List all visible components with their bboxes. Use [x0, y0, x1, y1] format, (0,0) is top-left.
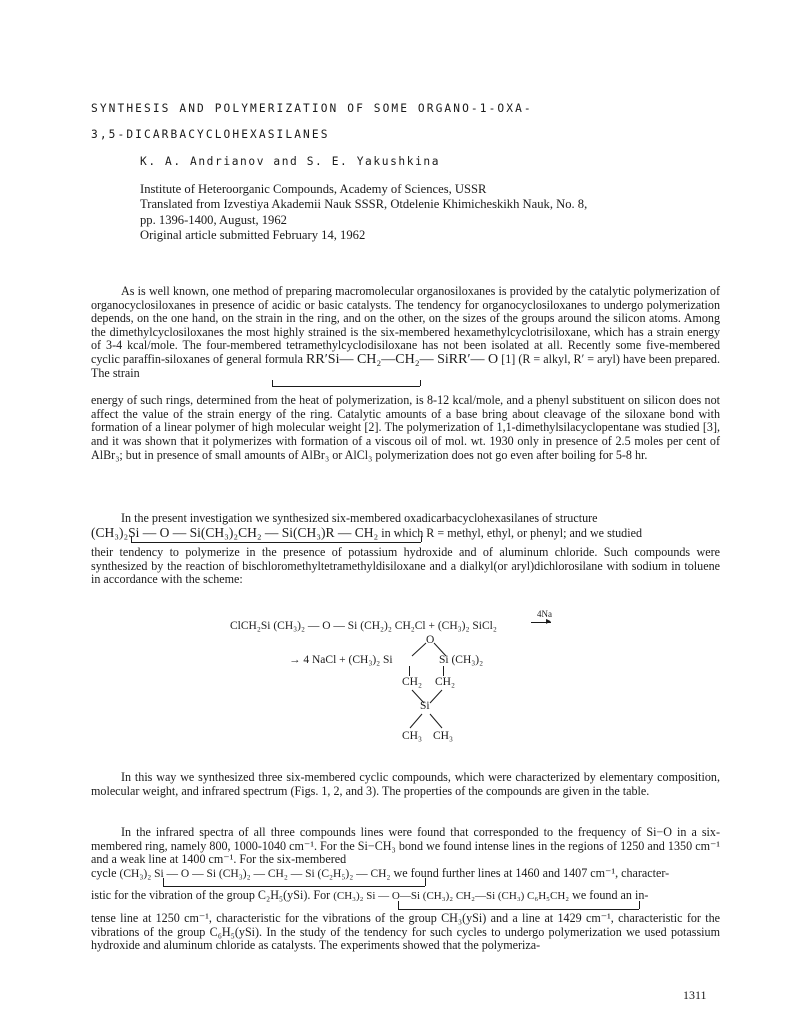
affiliation-pages: pp. 1396-1400, August, 1962: [140, 212, 287, 227]
p1-text-b: energy of such rings, determined from the heat of polymerization, is 8-12 kcal/mole, and a phenyl substituent on silicon does not affect the value of the strain energy of the ring. Catalytic amounts of a base bring about cleavage of the siloxane bond with formation of a linear polymer of high molecular weight [2]. The polymerization of 1,1-dimethylsilacyclopentane was studied [3], and it was shown that it polymerizes with formation of a viscous oil of mol. wt. 1930 only in presence of 2.5 moles per cent of AlBr₃; but in presence of small amounts of AlBr₃ or AlCl₃ polymerization does not go even after boiling for 5-8 hr.: [91, 393, 720, 462]
page-number: 1311: [683, 988, 707, 1002]
scheme-products: → 4 NaCl + (CH₃)₂ Si: [289, 654, 393, 666]
p2-text-a2: in which R = methyl, ethyl, or phenyl; and we studied: [381, 525, 642, 540]
scheme-arrow-head: ▸: [546, 616, 552, 627]
p1-formula-text: RR′Si— CH₂—CH₂— SiRR′— O: [306, 351, 499, 367]
scheme-si-center: Si: [420, 700, 430, 712]
title-line-2: 3,5-DICARBACYCLOHEXASILANES: [91, 128, 330, 141]
scheme-si-right: Si (CH₃)₂: [439, 654, 484, 666]
p4-c-pre: istic for the vibration of the group C₂H₅(ySi). For: [91, 888, 331, 903]
authors: K. A. Andrianov and S. E. Yakushkina: [140, 155, 441, 168]
affiliation: [140, 182, 740, 244]
affiliation-submitted: Original article submitted February 14, 1962: [140, 228, 366, 243]
scheme-bond-left: [409, 666, 410, 676]
scheme-reagent: 4Na: [537, 609, 552, 619]
paragraph-2: [91, 512, 720, 587]
paragraph-3: [91, 771, 720, 798]
p2-ring-bracket: [91, 540, 720, 546]
p1-text-a2: [1] (R = alkyl, R′ = aryl) have been prepared. The strain: [91, 351, 720, 380]
paragraph-1: [91, 285, 720, 462]
p2-text-a: In the present investigation we synthesized six-membered oxadicarbacyclohexasilanes of structure: [121, 511, 598, 525]
p4-text-a: In the infrared spectra of all three compounds lines were found that corresponded to the frequency of Si−O in a six-membered ring, namely 800, 1000-1040 cm⁻¹. For the Si−CH₃ bond we found intense lines in the regions of 1250 and 1350 cm⁻¹ and a weak line at 1400 cm⁻¹. For the six-membered: [91, 825, 720, 867]
title-line-1: SYNTHESIS AND POLYMERIZATION OF SOME ORGANO-1-OXA-: [91, 102, 533, 115]
p3-text: In this way we synthesized three six-membered cyclic compounds, which were characterized by elementary composition, molecular weight, and infrared spectrum (Figs. 1, 2, and 3). The properties of the compounds are given in the table.: [91, 770, 720, 798]
affiliation-translated: Translated from Izvestiya Akademii Nauk SSSR, Otdelenie Khimicheskikh Nauk, No. 8,: [140, 197, 588, 212]
scheme-ch3-left: CH₃: [402, 730, 422, 742]
scheme-ch3-right: CH₃: [433, 730, 453, 742]
p4-cycle-post: we found further lines at 1460 and 1407 cm⁻¹, character-: [393, 865, 670, 880]
p4-text-d: tense line at 1250 cm⁻¹, characteristic for the vibrations of the group CH₃(ySi) and a line at 1429 cm⁻¹, characteristic for the vibrations of the group C₆H₅(ySi). In the study of the tendency for such cycles to undergo polymerization we used potassium hydroxide and aluminum chloride as catalysts. The experiments showed that the polymeriza-: [91, 910, 720, 953]
p4-ring-bracket-2: [91, 904, 720, 912]
reaction-scheme: [0, 600, 807, 765]
scheme-bonds-bottom: [400, 712, 450, 732]
p4-c-post: we found an in-: [572, 888, 649, 903]
paragraph-4: [91, 826, 720, 953]
scheme-oxygen: O: [426, 634, 435, 646]
p2-text-b: their tendency to polymerize in the presence of potassium hydroxide and of aluminum chloride. Such compounds were synthesized by the reaction of bischloromethyltetramethyldisiloxane and a dialkyl(or aryl)dichlorosilane with sodium in toluene in accordance with the scheme:: [91, 545, 720, 587]
p1-formula: [306, 352, 498, 367]
p1-text-a: As is well known, one method of preparing macromolecular organosiloxanes is provided by the catalytic polymerization of organocyclosiloxanes in presence of acidic or basic catalysts. The tendency for organocyclosiloxanes to undergo polymerization depends, on the one hand, on the strain in the ring, and on the other, on the sizes of the groups around the silicon atoms. Among the dimethylcyclosiloxanes the most highly strained is the six-membered hexamethylcyclotrisiloxane, which has a strain energy of 3-4 kcal/mole. The four-membered tetramethylcyclodisiloxane has not been isolated at all. Recently some five-membered cyclic paraffin-siloxanes of general formula: [91, 284, 720, 366]
affiliation-institute: Institute of Heteroorganic Compounds, Academy of Sciences, USSR: [140, 182, 487, 196]
p4-formula-1: (CH₃)₂ Si — O — Si (CH₃)₂ — CH₂ — Si (C₂H₅)₂ — CH₂: [119, 867, 391, 880]
p4-cycle-pre: cycle: [91, 865, 117, 880]
p4-ring-bracket-1: [91, 881, 720, 889]
p4-formula-2: (CH₃)₂ Si — O—Si (CH₃)₂ CH₂—Si (CH₃) C₆H₅CH₂: [333, 890, 570, 903]
p1-ring-bracket: [91, 380, 720, 394]
scheme-bond-right: [443, 666, 444, 676]
p2-formula: (CH₃)₂Si — O — Si(CH₃)₂CH₂ — Si(CH₃)R — CH₂: [91, 524, 379, 540]
scheme-reactants: ClCH₂Si (CH₃)₂ — O — Si (CH₂)₂ CH₂Cl + (CH₃)₂ SiCl₂: [230, 620, 497, 632]
scheme-ch2-left: CH₂: [402, 676, 422, 688]
scheme-ch2-right: CH₂: [435, 676, 455, 688]
